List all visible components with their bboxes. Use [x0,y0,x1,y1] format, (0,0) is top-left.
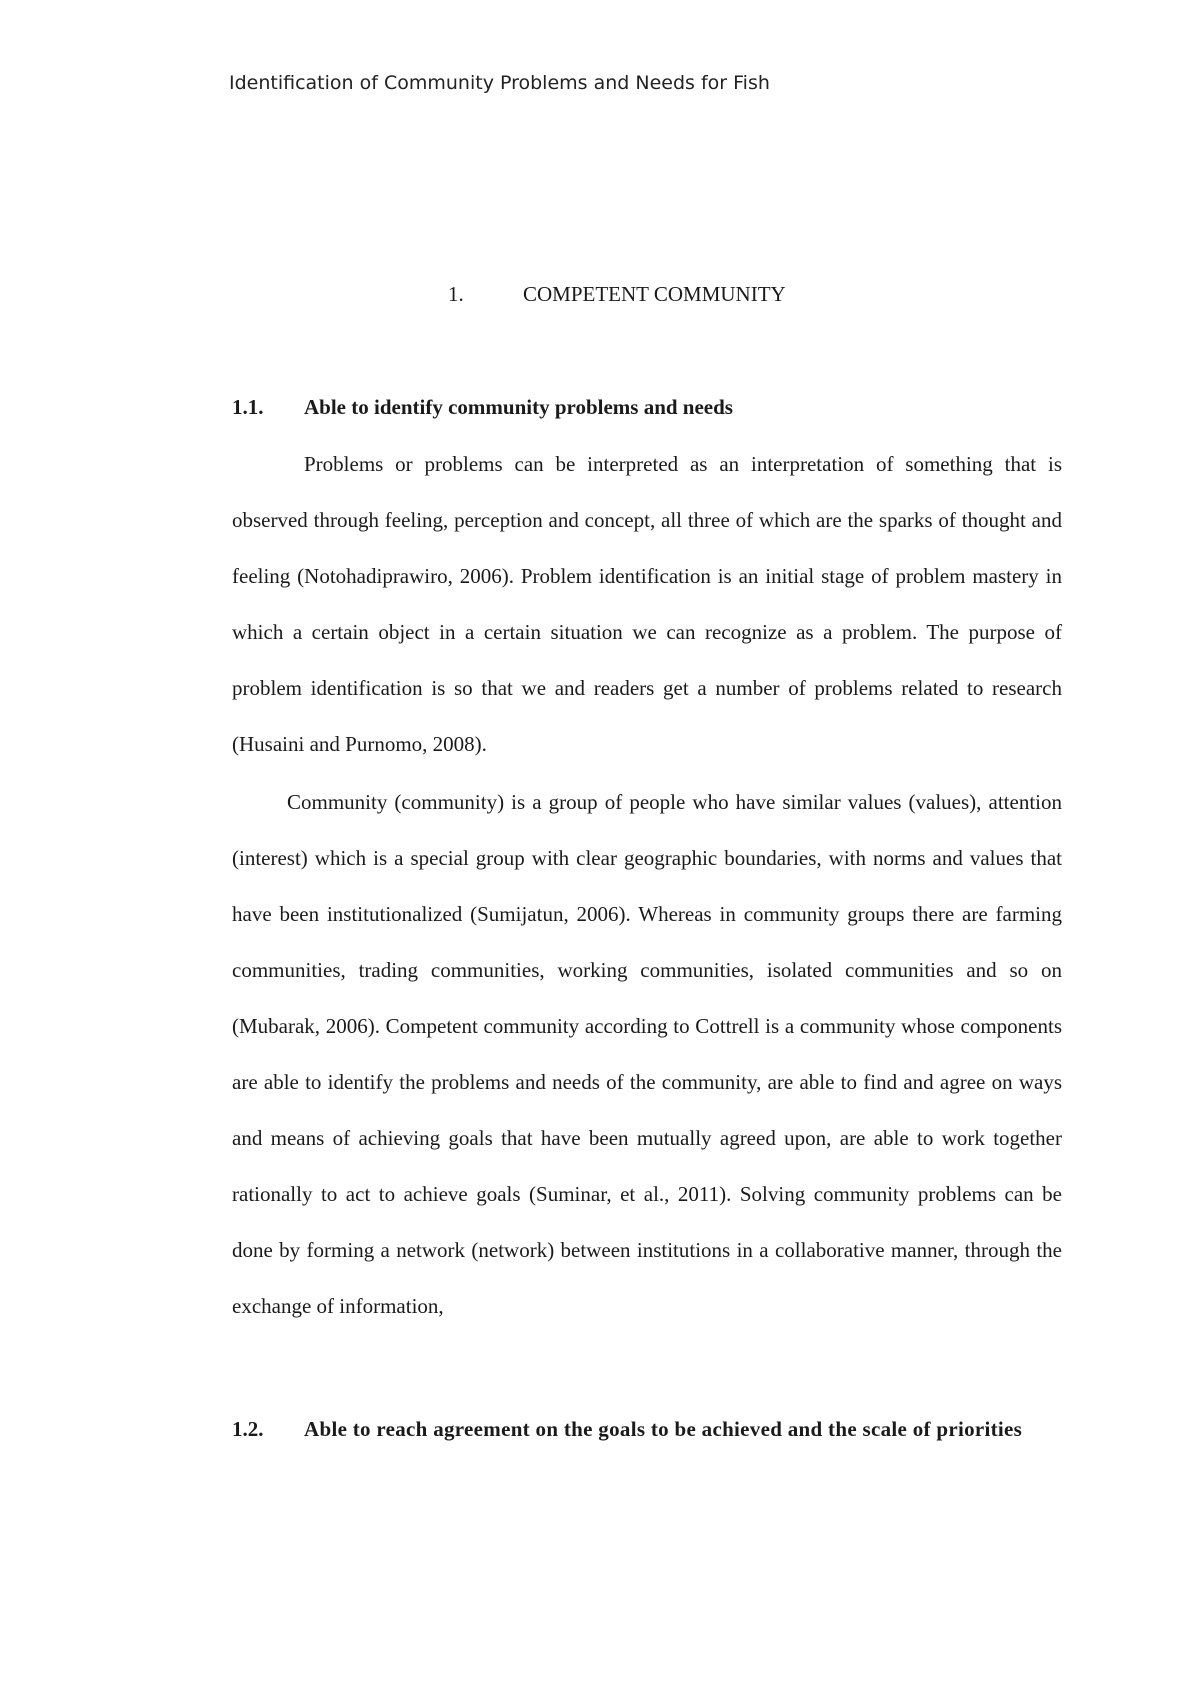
section-title-1-2: Able to reach agreement on the goals to be achieved and the scale of priorities [304,1417,1023,1441]
chapter-heading [448,282,786,307]
chapter-number: 1. [448,282,464,306]
chapter-title: COMPETENT COMMUNITY [523,282,786,306]
section-title-1-1: Able to identify community problems and needs [304,395,733,419]
section-number-1-1: 1.1. [232,395,264,419]
body-paragraph-1: Problems or problems can be interpreted as an interpretation of something that is observed through feeling, perception and concept, all three of which are the sparks of thought and feeling (Notohadiprawiro, 2006). Problem identification is an initial stage of problem mastery in which a certain object in a certain situation we can recognize as a problem. The purpose of problem identification is so that we and readers get a number of problems related to research (Husaini and Purnomo, 2008). [232,452,1062,756]
section-number-1-2: 1.2. [232,1417,264,1441]
running-header: Identification of Community Problems and Needs for Fish [229,72,770,94]
section-heading-1-1 [232,395,733,420]
section-heading-1-2 [232,1401,1063,1457]
body-paragraph-2: Community (community) is a group of people who have similar values (values), attention (interest) which is a special group with clear geographic boundaries, with norms and values that have been institutionalized (Sumijatun, 2006). Whereas in community groups there are farming communities, trading communities, working communities, isolated communities and so on (Mubarak, 2006). Competent community according to Cottrell is a community whose components are able to identify the problems and needs of the community, are able to find and agree on ways and means of achieving goals that have been mutually agreed upon, are able to work together rationally to act to achieve goals (Suminar, et al., 2011). Solving community problems can be done by forming a network (network) between institutions in a collaborative manner, through the exchange of information, [232,790,1062,1318]
